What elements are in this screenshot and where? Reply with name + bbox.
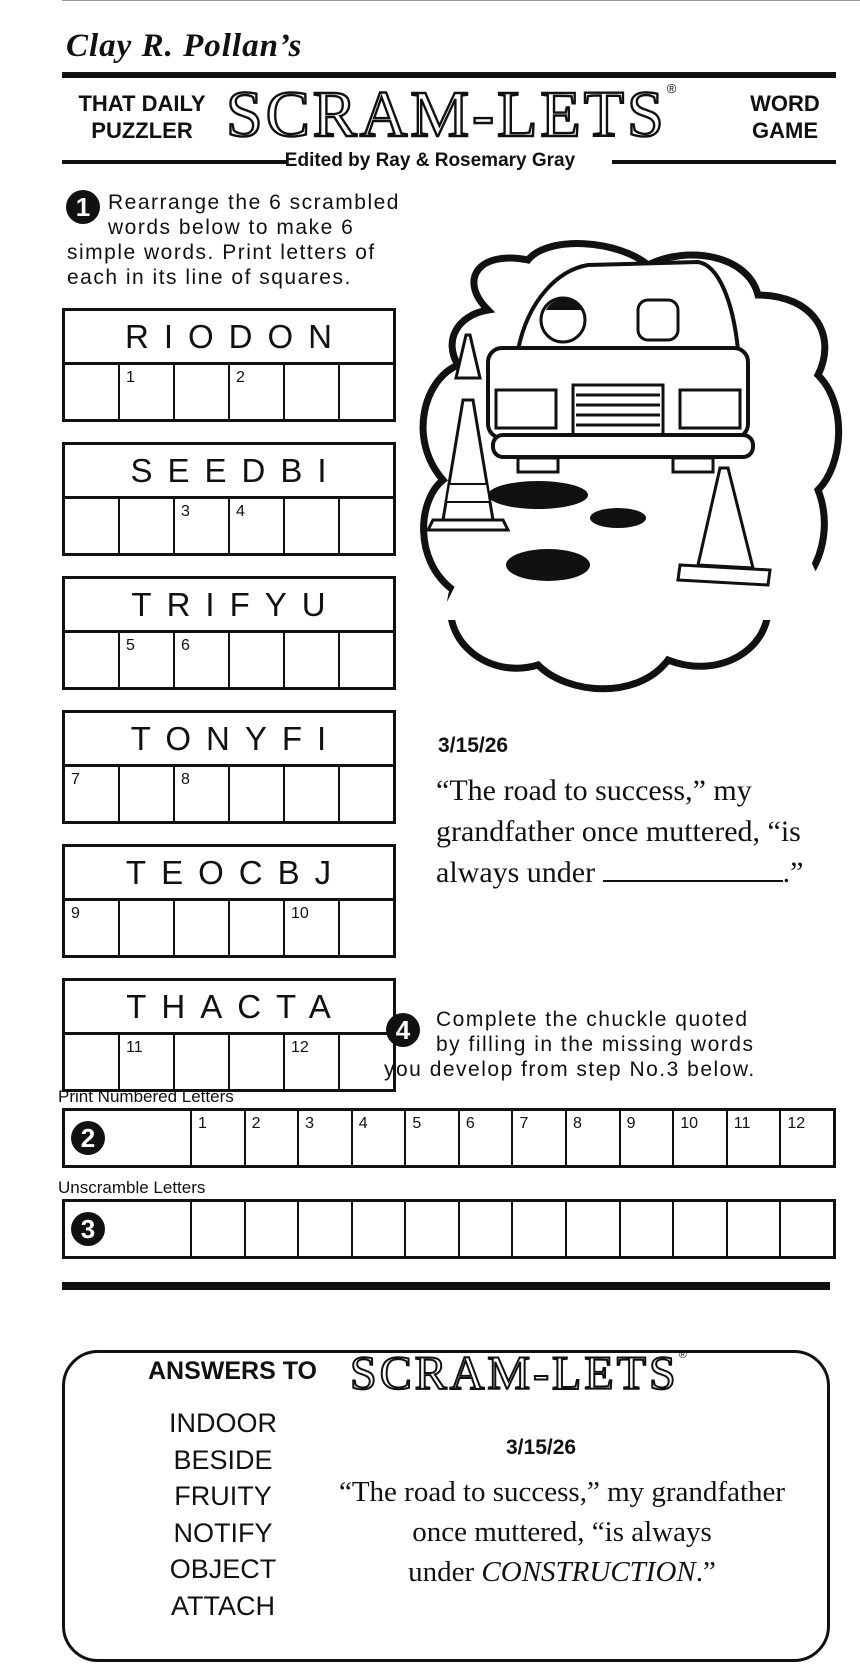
editors-credit: Edited by Ray & Rosemary Gray [284, 150, 576, 171]
word-puzzle-5 [62, 844, 396, 958]
square-number: 7 [71, 771, 80, 788]
letter-square[interactable] [65, 901, 120, 958]
section-divider [62, 1282, 830, 1290]
tag-line-1: WORD [750, 91, 820, 116]
unscramble-square[interactable] [406, 1202, 460, 1256]
answer-riddle-line-1: “The road to success,” my grandfather [338, 1476, 786, 1508]
square-number: 8 [573, 1115, 582, 1132]
word-puzzle-2 [62, 442, 396, 556]
square-number: 1 [198, 1115, 207, 1132]
numbered-letters-row [62, 1108, 836, 1168]
square-number: 11 [733, 1115, 751, 1132]
unscramble-letters-row [62, 1199, 836, 1259]
tag-line-2: PUZZLER [91, 118, 193, 143]
numbered-square[interactable] [406, 1111, 460, 1165]
riddle-line-3-prefix: always under [436, 856, 596, 889]
answers-riddle [312, 1472, 812, 1592]
word-puzzle-3 [62, 576, 396, 690]
numbered-square[interactable] [353, 1111, 407, 1165]
registered-mark: ® [678, 1349, 690, 1361]
unscramble-square[interactable] [621, 1202, 675, 1256]
logo-text: SCRAM-LETS [350, 1347, 679, 1400]
square-number: 12 [787, 1115, 806, 1132]
letter-square[interactable] [230, 499, 285, 556]
riddle-line-3 [436, 852, 856, 893]
unscramble-square[interactable] [513, 1202, 567, 1256]
answer-word: OBJECT [169, 1554, 277, 1584]
letter-square[interactable] [175, 365, 230, 422]
numbered-square[interactable] [460, 1111, 514, 1165]
square-number: 8 [181, 771, 190, 788]
letter-square[interactable] [65, 365, 120, 422]
letter-square[interactable] [285, 633, 340, 690]
logo-text: SCRAM-LETS [226, 78, 667, 151]
letter-square[interactable] [65, 1035, 120, 1092]
letter-square[interactable] [340, 767, 393, 824]
letter-square[interactable] [120, 901, 175, 958]
answer-solution: CONSTRUCTION [481, 1556, 696, 1588]
unscramble-square[interactable] [192, 1202, 246, 1256]
step-4-line-2: by filling in the missing words [436, 1033, 755, 1056]
square-number: 9 [71, 905, 80, 922]
answer-line-prefix: under [408, 1556, 482, 1588]
step-2-badge-cell [65, 1111, 192, 1165]
answer-line-suffix: .” [695, 1556, 716, 1588]
riddle-date: 3/15/26 [438, 734, 509, 757]
square-number: 10 [680, 1115, 698, 1132]
answer-words [150, 1405, 296, 1624]
unscramble-square[interactable] [674, 1202, 728, 1256]
step-4-line-1: Complete the chuckle quoted [436, 1008, 749, 1031]
letter-square[interactable] [285, 499, 340, 556]
numbered-square[interactable] [781, 1111, 833, 1165]
tag-line-1: THAT DAILY [78, 91, 206, 116]
word-game-tag [740, 90, 830, 144]
letter-square[interactable] [230, 901, 285, 958]
author-byline: Clay R. Pollan’s [66, 28, 303, 64]
letter-square[interactable] [340, 901, 393, 958]
answer-riddle-line-2: once muttered, “is always [412, 1516, 712, 1548]
square-number: 2 [236, 369, 245, 386]
square-number: 5 [126, 637, 135, 654]
word-puzzle-4 [62, 710, 396, 824]
letter-square[interactable] [230, 633, 285, 690]
letter-square[interactable] [230, 767, 285, 824]
tag-line-2: GAME [752, 118, 818, 143]
letter-square[interactable] [175, 767, 230, 824]
square-number: 11 [126, 1039, 143, 1056]
scramlets-logo [226, 78, 680, 151]
letter-square[interactable] [285, 901, 340, 958]
square-number: 10 [291, 905, 309, 922]
square-number: 4 [358, 1115, 368, 1132]
answer-word: ATTACH [171, 1590, 275, 1621]
square-number: 6 [181, 637, 190, 654]
riddle-answer-blank[interactable] [603, 854, 783, 882]
numbered-square[interactable] [674, 1111, 728, 1165]
letter-square[interactable] [175, 1035, 230, 1092]
letter-square[interactable] [175, 633, 230, 690]
letter-square[interactable] [120, 767, 175, 824]
unscramble-square[interactable] [353, 1202, 407, 1256]
scrambled-word: TONYFI [65, 713, 393, 767]
letter-square[interactable] [120, 499, 175, 556]
square-number: 6 [465, 1115, 475, 1132]
cartoon-illustration [418, 240, 848, 710]
letter-square[interactable] [65, 499, 120, 556]
letter-square[interactable] [340, 633, 393, 690]
unscramble-square[interactable] [460, 1202, 514, 1256]
answer-word: NOTIFY [173, 1517, 273, 1548]
square-number: 2 [251, 1115, 261, 1132]
unscramble-square[interactable] [567, 1202, 621, 1256]
answer-riddle-line-3 [312, 1552, 812, 1592]
letter-square[interactable] [120, 1035, 175, 1092]
letter-square[interactable] [65, 633, 120, 690]
numbered-square[interactable] [192, 1111, 246, 1165]
numbered-square[interactable] [567, 1111, 621, 1165]
letter-square[interactable] [285, 767, 340, 824]
letter-square[interactable] [120, 365, 175, 422]
step-2-label: Print Numbered Letters [58, 1087, 234, 1106]
step-4-line-3: you develop from step No.3 below. [384, 1058, 756, 1081]
step-1-line-3: simple words. Print letters of [67, 241, 376, 264]
step-1-line-1: Rearrange the 6 scrambled [108, 191, 400, 214]
riddle-line-3-suffix: .” [782, 856, 804, 889]
scrambled-word: TRIFYU [65, 579, 393, 633]
letter-square[interactable] [230, 1035, 285, 1092]
step-4-badge: 4 [386, 1013, 420, 1047]
letter-square[interactable] [175, 901, 230, 958]
scrambled-word: RIODON [65, 311, 393, 365]
scrambled-word: TEOCBJ [65, 847, 393, 901]
letter-square[interactable] [175, 499, 230, 556]
answer-word: INDOOR [169, 1408, 277, 1438]
unscramble-square[interactable] [299, 1202, 353, 1256]
square-number: 3 [181, 503, 190, 520]
scrambled-word: THACTA [65, 981, 393, 1035]
unscramble-square[interactable] [246, 1202, 300, 1256]
step-3-label: Unscramble Letters [58, 1178, 206, 1197]
that-daily-puzzler-tag [72, 90, 212, 144]
step-1-badge: 1 [66, 190, 100, 224]
numbered-square[interactable] [299, 1111, 353, 1165]
letter-square[interactable] [120, 633, 175, 690]
step-1-line-2: words below to make 6 [108, 216, 355, 239]
riddle-line-1: “The road to success,” my [436, 774, 752, 807]
numbered-square[interactable] [728, 1111, 782, 1165]
answers-heading: ANSWERS TO [148, 1357, 317, 1385]
square-number: 4 [236, 503, 245, 520]
answers-date: 3/15/26 [506, 1436, 577, 1459]
square-number: 3 [305, 1115, 315, 1132]
registered-mark: ® [666, 81, 680, 96]
step-2-badge: 2 [71, 1121, 105, 1155]
numbered-square[interactable] [621, 1111, 675, 1165]
square-number: 5 [412, 1115, 422, 1132]
step-3-badge: 3 [71, 1212, 105, 1246]
square-number: 7 [519, 1115, 529, 1132]
unscramble-square[interactable] [781, 1202, 833, 1256]
numbered-square[interactable] [246, 1111, 300, 1165]
scrambled-word: SEEDBI [65, 445, 393, 499]
riddle-line-2: grandfather once muttered, “is [436, 815, 801, 848]
square-number: 1 [126, 369, 135, 386]
square-number: 12 [291, 1039, 309, 1056]
step-1-line-4: each in its line of squares. [67, 266, 352, 289]
letter-square[interactable] [340, 499, 393, 556]
top-rule [62, 0, 860, 1]
unscramble-square[interactable] [728, 1202, 782, 1256]
word-puzzle-6 [62, 978, 396, 1092]
word-puzzle-1 [62, 308, 396, 422]
letter-square[interactable] [65, 767, 120, 824]
letter-square[interactable] [340, 365, 393, 422]
answer-word: FRUITY [174, 1481, 272, 1511]
letter-square[interactable] [285, 1035, 340, 1092]
answers-logo [350, 1347, 690, 1400]
numbered-square[interactable] [513, 1111, 567, 1165]
square-number: 9 [626, 1115, 636, 1132]
letter-square[interactable] [230, 365, 285, 422]
letter-square[interactable] [285, 365, 340, 422]
answer-word: BESIDE [173, 1444, 273, 1475]
step-3-badge-cell [65, 1202, 192, 1256]
